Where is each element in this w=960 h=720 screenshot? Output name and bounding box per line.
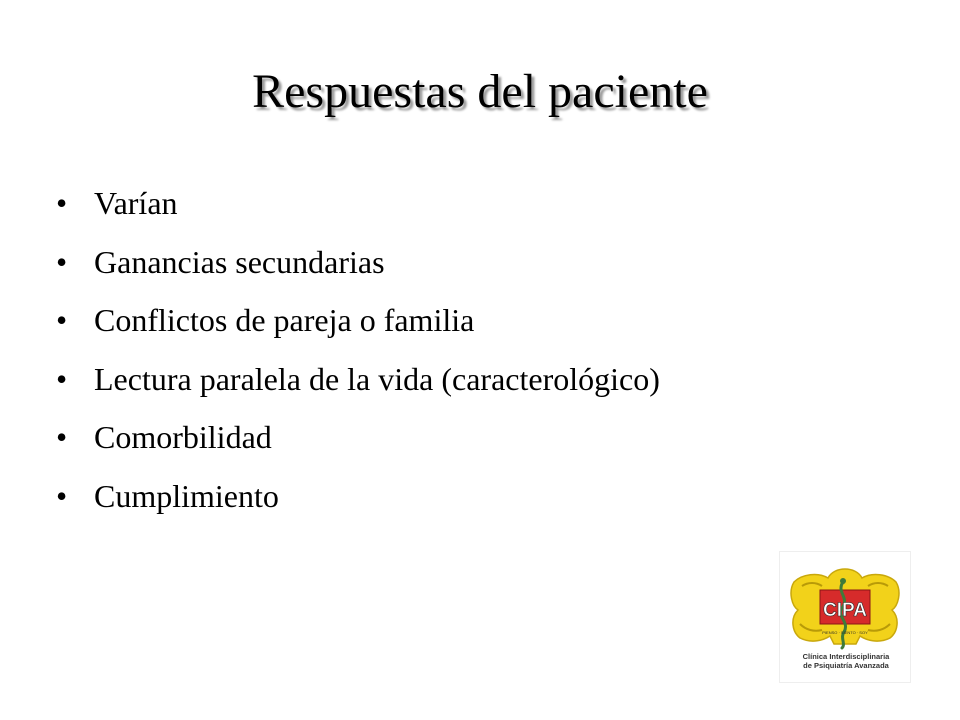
slide-title: Respuestas del paciente — [252, 65, 708, 118]
bullet-text: Conflictos de pareja o familia — [94, 302, 475, 338]
clinic-logo — [779, 551, 911, 683]
list-item — [56, 235, 660, 294]
crest-wordmark: CIPA — [823, 600, 867, 621]
bullet-text: Ganancias secundarias — [94, 243, 385, 280]
list-item — [56, 410, 660, 469]
list-item — [56, 293, 660, 352]
logo-caption-line1: Clínica Interdisciplinaria — [802, 652, 890, 661]
bullet-list — [56, 176, 660, 527]
crest-serpent-head — [840, 578, 846, 584]
bullet-icon: • — [56, 302, 68, 338]
list-item — [56, 176, 660, 235]
bullet-icon: • — [56, 360, 68, 397]
bullet-icon: • — [56, 185, 68, 221]
logo-caption-line2: de Psiquiatría Avanzada — [803, 661, 889, 670]
bullet-text: Comorbilidad — [94, 419, 272, 455]
list-item — [56, 352, 660, 411]
crest-motto: PIENSO · SIENTO · SOY — [822, 630, 868, 635]
bullet-text: Varían — [94, 185, 178, 221]
bullet-icon: • — [56, 419, 68, 455]
bullet-text: Lectura paralela de la vida (caracterológico) — [94, 360, 660, 397]
bullet-icon: • — [56, 477, 68, 514]
list-item — [56, 469, 660, 528]
bullet-icon: • — [56, 243, 68, 280]
bullet-text: Cumplimiento — [94, 477, 279, 514]
